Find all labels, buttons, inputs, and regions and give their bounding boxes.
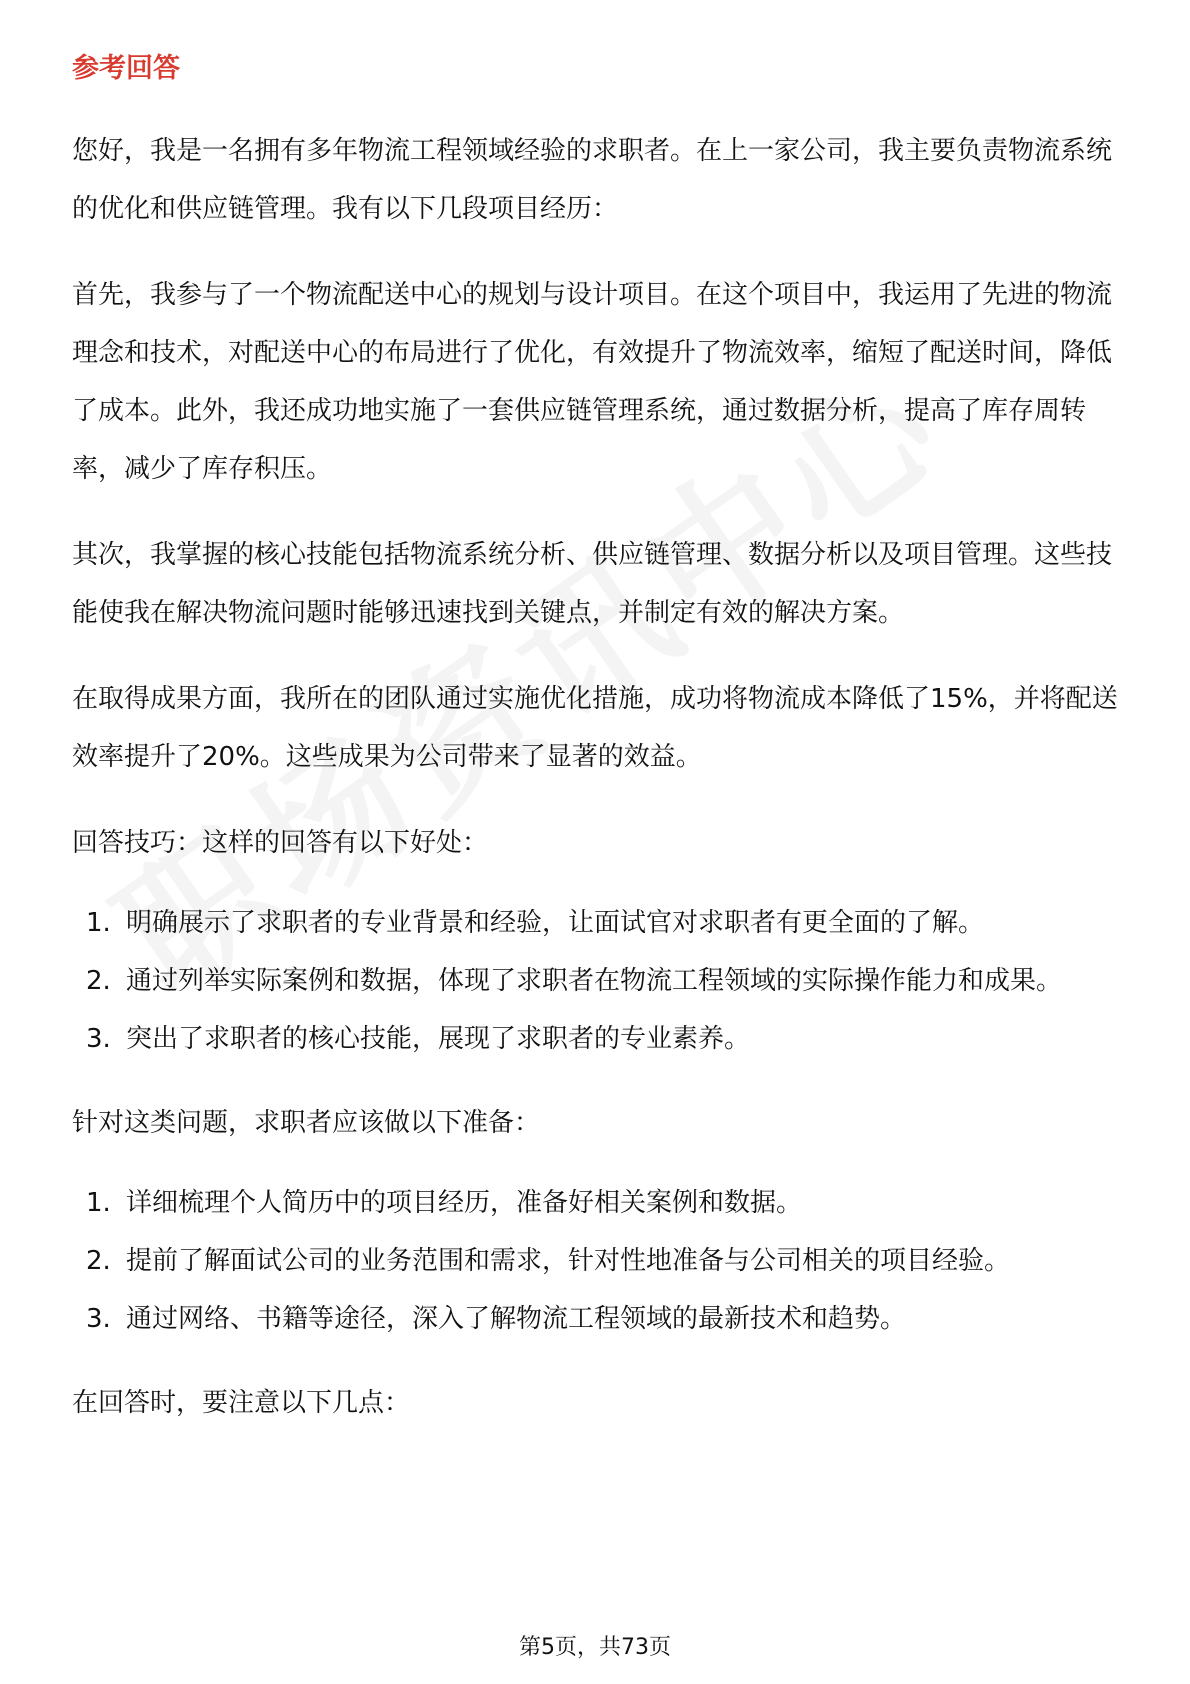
list-text: 通过网络、书籍等途径，深入了解物流工程领域的最新技术和趋势。 (126, 1304, 907, 1334)
page-number: 第5页，共73页 (519, 1635, 671, 1660)
results-paragraph: 在取得成果方面，我所在的团队通过实施优化措施，成功将物流成本降低了15%，并将配送效率提升了20%。这些成果为公司带来了显著的效益。 (72, 684, 1118, 772)
list-text: 明确展示了求职者的专业背景和经验，让面试官对求职者有更全面的了解。 (126, 908, 985, 938)
list-item (72, 1290, 1118, 1348)
skills-paragraph: 其次，我掌握的核心技能包括物流系统分析、供应链管理、数据分析以及项目管理。这些技能使我在解决物流问题时能够迅速找到关键点，并制定有效的解决方案。 (72, 540, 1113, 628)
project-paragraph: 首先，我参与了一个物流配送中心的规划与设计项目。在这个项目中，我运用了先进的物流理念和技术，对配送中心的布局进行了优化，有效提升了物流效率，缩短了配送时间，降低了成本。此外，我还成功地实施了一套供应链管理系统，通过数据分析，提高了库存周转率，减少了库存积压。 (72, 280, 1113, 484)
list-number: 3. (86, 1024, 111, 1054)
list-number: 1. (86, 908, 111, 938)
section-heading: 参考回答 (72, 53, 180, 84)
list-item (72, 952, 1118, 1010)
list-number: 1. (86, 1188, 111, 1218)
list-text: 详细梳理个人简历中的项目经历，准备好相关案例和数据。 (126, 1188, 803, 1218)
list-item (72, 1010, 1118, 1068)
list-item (72, 1174, 1118, 1232)
preparation-list (72, 1174, 1118, 1348)
intro-paragraph: 您好，我是一名拥有多年物流工程领域经验的求职者。在上一家公司，我主要负责物流系统的优化和供应链管理。我有以下几段项目经历： (72, 136, 1113, 224)
list-number: 2. (86, 966, 111, 996)
list-item (72, 894, 1118, 952)
benefits-list (72, 894, 1118, 1068)
list-text: 提前了解面试公司的业务范围和需求，针对性地准备与公司相关的项目经验。 (126, 1246, 1011, 1276)
tips-paragraph: 回答技巧：这样的回答有以下好处： (72, 828, 489, 858)
list-number: 2. (86, 1246, 111, 1276)
list-number: 3. (86, 1304, 111, 1334)
answer-content (72, 122, 1118, 1460)
notes-paragraph: 在回答时，要注意以下几点： (72, 1388, 411, 1418)
prepare-paragraph: 针对这类问题，求职者应该做以下准备： (72, 1108, 541, 1138)
list-item (72, 1232, 1118, 1290)
list-text: 通过列举实际案例和数据，体现了求职者在物流工程领域的实际操作能力和成果。 (126, 966, 1063, 996)
list-text: 突出了求职者的核心技能，展现了求职者的专业素养。 (126, 1024, 751, 1054)
